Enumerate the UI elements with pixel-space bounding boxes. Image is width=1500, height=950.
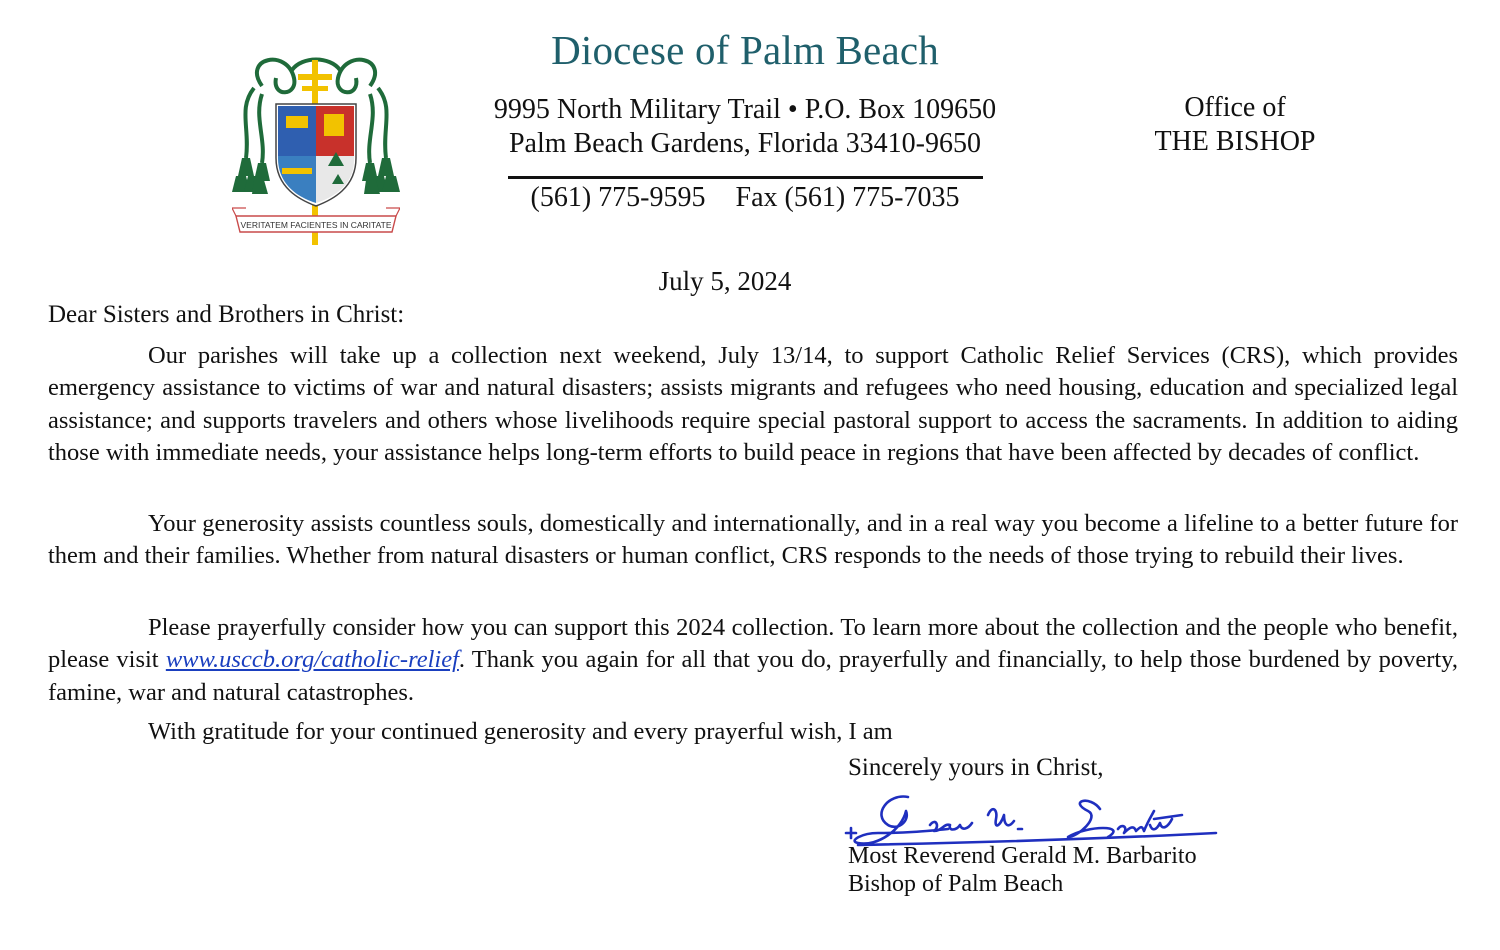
signer-name: Most Reverend Gerald M. Barbarito (848, 843, 1197, 869)
phone-number: (561) 775-9595 (530, 182, 706, 213)
salutation: Dear Sisters and Brothers in Christ: (48, 301, 405, 328)
address-line-2: Palm Beach Gardens, Florida 33410-9650 (508, 128, 982, 159)
fax-number: Fax (561) 775-7035 (735, 182, 960, 213)
office-line-2: THE BISHOP (1154, 126, 1316, 157)
body-paragraph-3 (48, 612, 1458, 709)
crest-motto: VERITATEM FACIENTES IN CARITATE (240, 220, 392, 230)
body-paragraph-2: Your generosity assists countless souls, domestically and internationally, and in a real way you become a lifeline to a better future for them and their families. Whether from natural disasters or human conflict, CRS responds to the needs of those trying to rebuild their lives. (48, 510, 1458, 570)
paragraph-3-text-after: . Thank you again for all that you do, prayerfully and financially, to help those burdened by poverty, famine, war and natural catastrophes. (48, 646, 1458, 706)
closing-line: Sincerely yours in Christ, (848, 754, 1104, 781)
header-divider (508, 176, 983, 179)
body-paragraph-4: With gratitude for your continued generosity and every prayerful wish, I am (148, 718, 893, 745)
office-line-1: Office of (1184, 92, 1286, 123)
usccb-link[interactable]: www.usccb.org/catholic-relief (165, 646, 459, 674)
body-paragraph-1: Our parishes will take up a collection next weekend, July 13/14, to support Catholic Relief Services (CRS), which provides emergency assistance to victims of war and natural disasters; assists migrants and refugees who need housing, education and specialized legal assistance; and supports travelers and others whose livelihoods require special pastoral support to access the sacraments. In addition to aiding those with immediate needs, your assistance helps long-term efforts to build peace in regions that have been affected by decades of conflict. (48, 342, 1458, 466)
contact-line (440, 182, 1050, 214)
address-line-1: 9995 North Military Trail • P.O. Box 109650 (493, 94, 997, 125)
signer-title: Bishop of Palm Beach (848, 871, 1064, 897)
office-label (1120, 91, 1350, 159)
coat-of-arms-image (232, 48, 400, 248)
letter-date: July 5, 2024 (658, 266, 792, 296)
diocese-name-heading: Diocese of Palm Beach (551, 27, 939, 73)
paragraph-3-text-before: Please prayerfully consider how you can support this 2024 collection. To learn more about the collection and the people who benefit, please visit (48, 614, 1458, 674)
